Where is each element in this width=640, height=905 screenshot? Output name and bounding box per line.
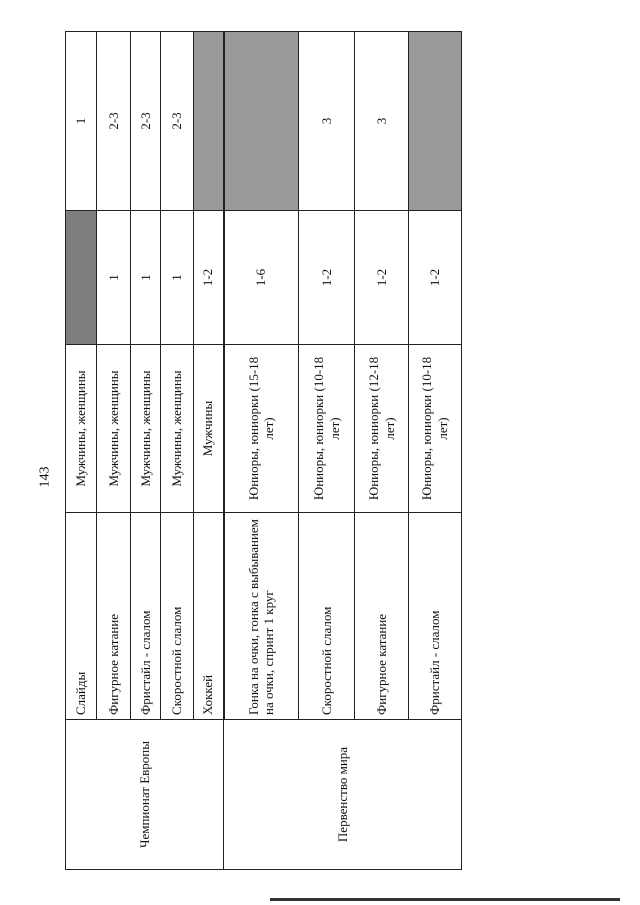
place-cell-secondary — [224, 32, 299, 211]
category-cell: Юниоры, юниорки (15-18 лет) — [224, 345, 299, 513]
place-cell-primary: 1 — [161, 211, 194, 345]
place-cell-primary: 1-6 — [224, 211, 299, 345]
category-cell: Мужчины, женщины — [97, 345, 131, 513]
category-cell: Мужчины, женщины — [161, 345, 194, 513]
category-cell: Мужчины — [194, 345, 224, 513]
discipline-cell: Фигурное катание — [97, 513, 131, 720]
place-cell-secondary: 1 — [66, 32, 97, 211]
discipline-cell: Слайды — [66, 513, 97, 720]
rotated-table-container — [65, 32, 461, 870]
discipline-cell: Хоккей — [194, 513, 224, 720]
competition-name: Чемпионат Европы — [66, 720, 224, 870]
place-cell-primary: 1-2 — [409, 211, 462, 345]
discipline-cell: Скоростной слалом — [161, 513, 194, 720]
category-cell: Юниоры, юниорки (12-18 лет) — [355, 345, 409, 513]
place-cell-primary: 1 — [97, 211, 131, 345]
category-cell: Мужчины, женщины — [131, 345, 161, 513]
discipline-cell: Скоростной слалом — [299, 513, 355, 720]
table-row — [66, 32, 97, 870]
place-cell-secondary — [409, 32, 462, 211]
place-cell-primary: 1-2 — [194, 211, 224, 345]
place-cell-secondary: 3 — [355, 32, 409, 211]
category-cell: Юниоры, юниорки (10-18 лет) — [299, 345, 355, 513]
place-cell-primary: 1-2 — [299, 211, 355, 345]
place-cell-primary: 1-2 — [355, 211, 409, 345]
discipline-cell: Фигурное катание — [355, 513, 409, 720]
place-cell-secondary — [194, 32, 224, 211]
place-cell-secondary: 2-3 — [97, 32, 131, 211]
results-table — [65, 31, 462, 870]
category-cell: Юниоры, юниорки (10-18 лет) — [409, 345, 462, 513]
discipline-cell: Фристайл - слалом — [131, 513, 161, 720]
place-cell-secondary: 2-3 — [131, 32, 161, 211]
place-cell-primary: 1 — [131, 211, 161, 345]
discipline-cell: Фристайл - слалом — [409, 513, 462, 720]
place-cell-secondary: 2-3 — [161, 32, 194, 211]
bottom-rule — [270, 898, 620, 901]
table-row — [224, 32, 299, 870]
page-number: 143 — [37, 466, 53, 488]
competition-name: Первенство мира — [224, 720, 462, 870]
category-cell: Мужчины, женщины — [66, 345, 97, 513]
place-cell-secondary: 3 — [299, 32, 355, 211]
place-cell-primary — [66, 211, 97, 345]
discipline-cell: Гонка на очки, гонка с выбыванием на очки, спринт 1 круг — [224, 513, 299, 720]
